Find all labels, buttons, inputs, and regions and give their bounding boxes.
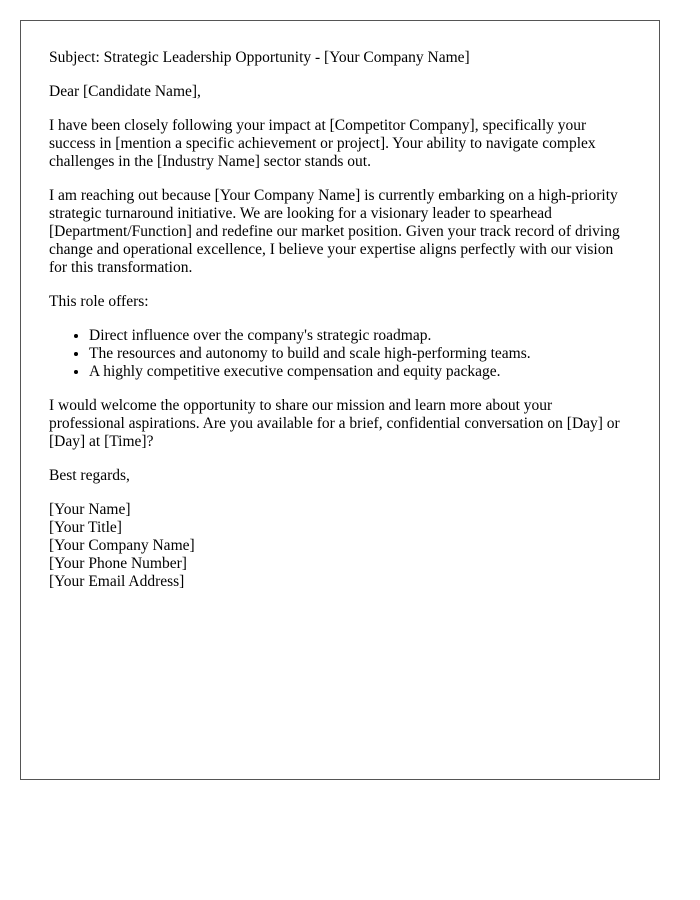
letter-closing-paragraph: I would welcome the opportunity to share our mission and learn more about your professional aspirations. Are you available for a brief, confidential conversation on [Day] or [Day] at [Time]? (49, 397, 620, 450)
letter-paragraph-reason: I am reaching out because [Your Company Name] is currently embarking on a high-priority strategic turnaround initiative. We are looking for a visionary leader to spearhead [Department/Function] and redefine our market position. Given your track record of driving change and operational excellence, I believe your expertise aligns perfectly with our vision for this transformation. (49, 187, 620, 276)
letter-subject: Subject: Strategic Leadership Opportunity - [Your Company Name] (49, 49, 470, 66)
signature-phone: [Your Phone Number] (49, 555, 187, 572)
offers-list-item: • A highly competitive executive compensation and equity package. (89, 363, 631, 381)
signature-name: [Your Name] (49, 501, 131, 518)
offers-list-item: • The resources and autonomy to build and scale high-performing teams. (89, 345, 631, 363)
offers-list-item: • Direct influence over the company's strategic roadmap. (89, 327, 631, 345)
signature-company: [Your Company Name] (49, 537, 195, 554)
signature-email: [Your Email Address] (49, 573, 185, 590)
letter-paragraph-offers-lead: This role offers: (49, 293, 149, 310)
letter-paragraph-intro: I have been closely following your impact at [Competitor Company], specifically your success in [mention a specific achievement or project]. Your ability to navigate complex challenges in the [Industry Name] sector stands out. (49, 117, 596, 170)
letter-sign-off: Best regards, (49, 467, 130, 484)
signature-title: [Your Title] (49, 519, 122, 536)
signature-block (49, 501, 631, 591)
offers-list (49, 327, 631, 381)
letter-container (20, 20, 660, 780)
letter-salutation: Dear [Candidate Name], (49, 83, 201, 100)
